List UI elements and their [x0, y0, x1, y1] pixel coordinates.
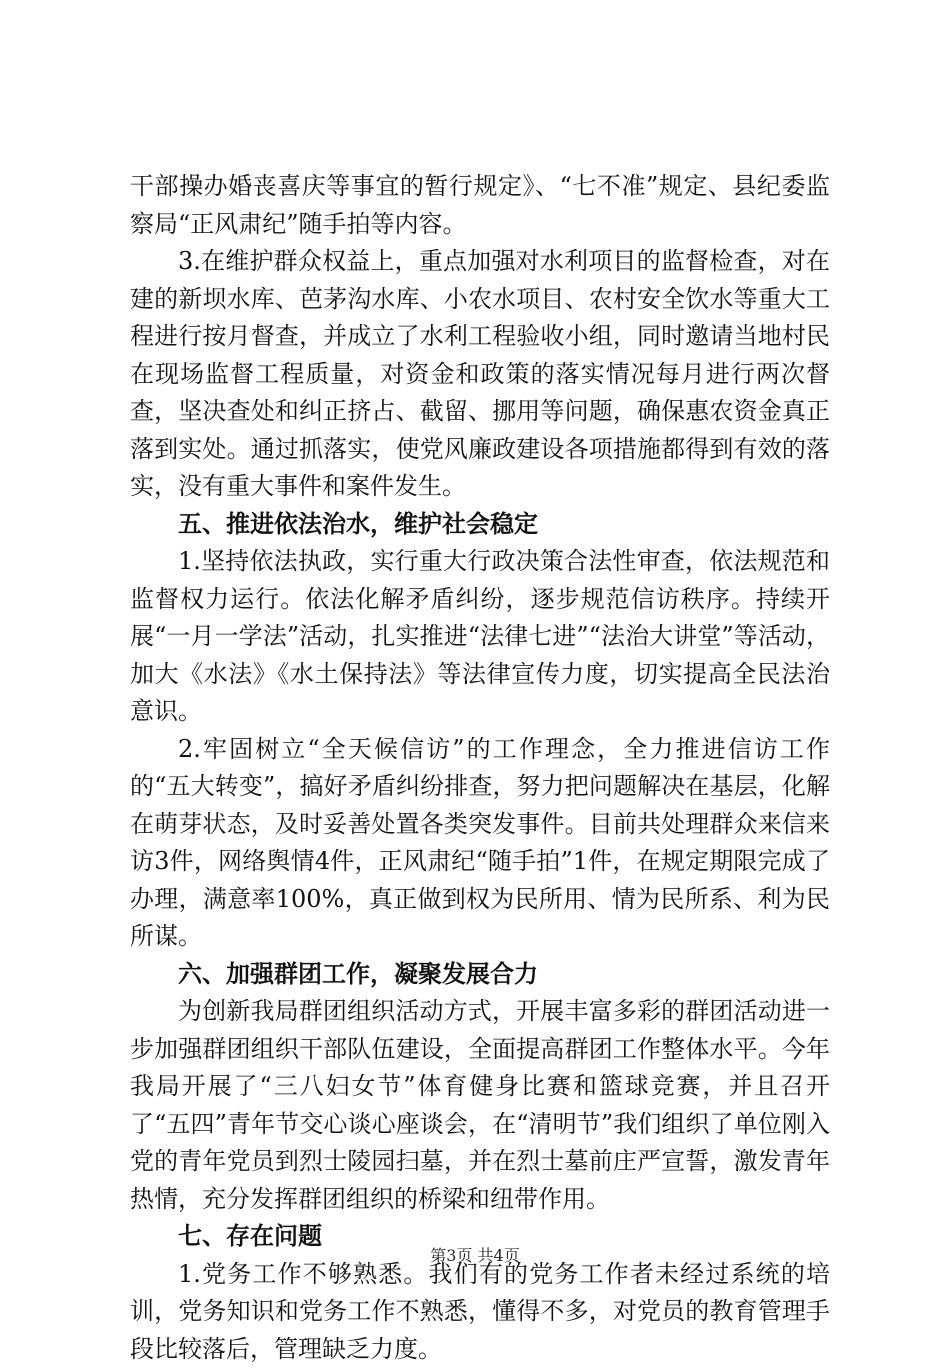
paragraph-continuation: 干部操办婚丧喜庆等事宜的暂行规定》、“七不准”规定、县纪委监察局“正风肃纪”随手拍等内容。: [130, 168, 830, 243]
paragraph-petition: 2.牢固树立“全天候信访”的工作理念，全力推进信访工作的“五大转变”，搞好矛盾纠纷排查，努力把问题解决在基层，化解在萌芽状态，及时妥善处置各类突发事件。目前共处理群众来信来访3件，网络舆情4件，正风肃纪“随手拍”1件，在规定期限完成了办理，满意率100%，真正做到权为民所用、情为民所系、利为民所谋。: [130, 731, 830, 956]
paragraph-problems: 1.党务工作不够熟悉。我们有的党务工作者未经过系统的培训，党务知识和党务工作不熟悉，懂得不多，对党员的教育管理手段比较落后，管理缺乏力度。: [130, 1256, 830, 1368]
section-heading-5: 五、推进依法治水，维护社会稳定: [130, 506, 830, 544]
paragraph-law-governance: 1.坚持依法执政，实行重大行政决策合法性审查，依法规范和监督权力运行。依法化解矛盾纠纷，逐步规范信访秩序。持续开展“一月一学法”活动，扎实推进“法律七进”“法治大讲堂”等活动，加大《水法》《水土保持法》等法律宣传力度，切实提高全民法治意识。: [130, 543, 830, 731]
document-body: [130, 168, 830, 1368]
page-number-footer: 第3页 共4页: [0, 1246, 950, 1266]
paragraph-mass-organizations: 为创新我局群团组织活动方式，开展丰富多彩的群团活动进一步加强群团组织干部队伍建设，全面提高群团工作整体水平。今年我局开展了“三八妇女节”体育健身比赛和篮球竞赛，并且召开了“五四”青年节交心谈心座谈会，在“清明节”我们组织了单位刚入党的青年党员到烈士陵园扫墓，并在烈士墓前庄严宣誓，激发青年热情，充分发挥群团组织的桥梁和纽带作用。: [130, 993, 830, 1218]
section-heading-7: 七、存在问题: [130, 1218, 830, 1256]
section-heading-6: 六、加强群团工作，凝聚发展合力: [130, 956, 830, 994]
paragraph-water-rights: 3.在维护群众权益上，重点加强对水利项目的监督检查，对在建的新坝水库、芭茅沟水库、小农水项目、农村安全饮水等重大工程进行按月督查，并成立了水利工程验收小组，同时邀请当地村民在现场监督工程质量，对资金和政策的落实情况每月进行两次督查，坚决查处和纠正挤占、截留、挪用等问题，确保惠农资金真正落到实处。通过抓落实，使党风廉政建设各项措施都得到有效的落实，没有重大事件和案件发生。: [130, 243, 830, 506]
